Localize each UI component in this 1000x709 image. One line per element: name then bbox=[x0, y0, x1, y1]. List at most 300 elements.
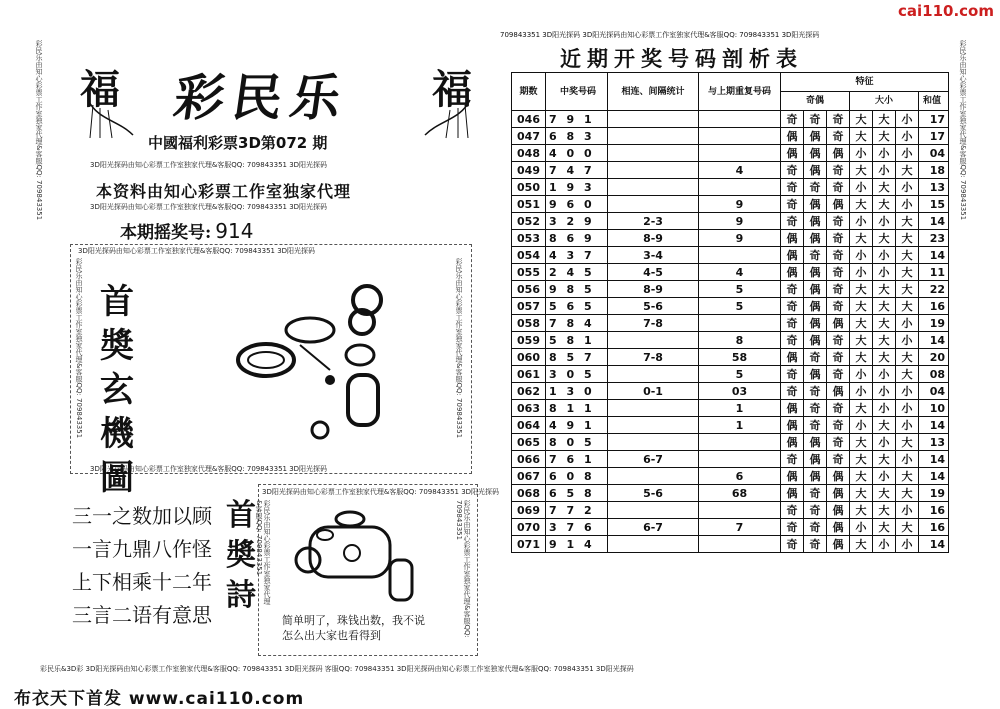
sum-cell: 14 bbox=[919, 247, 949, 264]
bigsmall-cell: 大 bbox=[873, 196, 896, 213]
bigsmall-cell: 小 bbox=[896, 383, 919, 400]
main-title: 彩民乐 bbox=[170, 68, 353, 127]
table-row bbox=[512, 145, 949, 162]
bigsmall-cell: 大 bbox=[873, 332, 896, 349]
oddeven-cell: 偶 bbox=[827, 485, 850, 502]
bigsmall-cell: 小 bbox=[896, 315, 919, 332]
period-cell: 069 bbox=[512, 502, 546, 519]
oddeven-cell: 奇 bbox=[781, 196, 804, 213]
table-row bbox=[512, 315, 949, 332]
oddeven-cell: 偶 bbox=[804, 366, 827, 383]
seq-cell bbox=[608, 400, 699, 417]
oddeven-cell: 奇 bbox=[804, 179, 827, 196]
table-row bbox=[512, 128, 949, 145]
bigsmall-cell: 大 bbox=[850, 502, 873, 519]
bigsmall-cell: 小 bbox=[873, 213, 896, 230]
sum-cell: 10 bbox=[919, 400, 949, 417]
comment-line: 简单明了，珠钱出数，我不说 bbox=[282, 614, 425, 627]
poem-title-vertical: 首奬詩 bbox=[226, 498, 256, 613]
table-row bbox=[512, 485, 949, 502]
oddeven-cell: 偶 bbox=[781, 264, 804, 281]
period-cell: 050 bbox=[512, 179, 546, 196]
frame-top-text: 3D阳光探码由知心彩票工作室独家代理&客服QQ: 709843351 3D阳光探码 bbox=[78, 247, 316, 255]
oddeven-cell: 偶 bbox=[827, 519, 850, 536]
repeat-cell: 7 bbox=[699, 519, 781, 536]
oddeven-cell: 偶 bbox=[804, 162, 827, 179]
repeat-cell bbox=[699, 451, 781, 468]
number-cell: 8 6 9 bbox=[546, 230, 608, 247]
repeat-cell bbox=[699, 536, 781, 553]
oddeven-cell: 奇 bbox=[781, 162, 804, 179]
bigsmall-cell: 小 bbox=[896, 128, 919, 145]
oddeven-cell: 奇 bbox=[804, 383, 827, 400]
comment-line: 怎么出大家也看得到 bbox=[282, 629, 381, 642]
bigsmall-cell: 小 bbox=[850, 519, 873, 536]
poem-line: 三一之数加以顾 bbox=[72, 504, 212, 528]
period-cell: 057 bbox=[512, 298, 546, 315]
bigsmall-cell: 大 bbox=[873, 298, 896, 315]
oddeven-cell: 偶 bbox=[804, 451, 827, 468]
header-seq: 相连、间隔统计 bbox=[608, 73, 699, 111]
bottom-contact-strip: 彩民乐&3D彩 3D阳光探码由知心彩票工作室独家代理&客服QQ: 709843351 3D阳光探码 客服QQ: 709843351 3D阳光探码由知心彩票工作室独家代理&客服QQ: 709843351 3D阳光探码 bbox=[40, 665, 634, 673]
number-cell: 6 5 8 bbox=[546, 485, 608, 502]
number-cell: 4 0 0 bbox=[546, 145, 608, 162]
seq-cell bbox=[608, 417, 699, 434]
table-row bbox=[512, 298, 949, 315]
frame-left-text: 彩民乐由知心彩票工作室独家代理&客服QQ: 709843351 bbox=[75, 258, 83, 439]
number-cell: 6 0 8 bbox=[546, 468, 608, 485]
bigsmall-cell: 小 bbox=[873, 145, 896, 162]
bigsmall-cell: 小 bbox=[896, 145, 919, 162]
number-cell: 1 3 0 bbox=[546, 383, 608, 400]
period-cell: 055 bbox=[512, 264, 546, 281]
table-row bbox=[512, 247, 949, 264]
repeat-cell bbox=[699, 179, 781, 196]
oddeven-cell: 偶 bbox=[827, 145, 850, 162]
period-cell: 054 bbox=[512, 247, 546, 264]
bigsmall-cell: 大 bbox=[850, 315, 873, 332]
sum-cell: 14 bbox=[919, 468, 949, 485]
poem-block bbox=[72, 500, 212, 632]
oddeven-cell: 奇 bbox=[827, 213, 850, 230]
bigsmall-cell: 大 bbox=[896, 434, 919, 451]
sum-cell: 16 bbox=[919, 502, 949, 519]
oddeven-cell: 偶 bbox=[804, 468, 827, 485]
oddeven-cell: 奇 bbox=[827, 451, 850, 468]
repeat-cell: 6 bbox=[699, 468, 781, 485]
oddeven-cell: 偶 bbox=[827, 315, 850, 332]
oddeven-cell: 奇 bbox=[827, 162, 850, 179]
number-cell: 6 8 3 bbox=[546, 128, 608, 145]
left-side-text: 彩民乐由知心彩票工作室独家代理&客服QQ: 709843351 bbox=[35, 40, 43, 221]
repeat-cell: 1 bbox=[699, 417, 781, 434]
oddeven-cell: 偶 bbox=[804, 213, 827, 230]
repeat-cell: 58 bbox=[699, 349, 781, 366]
number-cell: 8 0 5 bbox=[546, 434, 608, 451]
oddeven-cell: 偶 bbox=[804, 264, 827, 281]
bigsmall-cell: 小 bbox=[850, 213, 873, 230]
repeat-cell: 9 bbox=[699, 213, 781, 230]
header-features: 特征 bbox=[781, 73, 949, 92]
oddeven-cell: 奇 bbox=[827, 281, 850, 298]
seq-cell: 7-8 bbox=[608, 349, 699, 366]
oddeven-cell: 奇 bbox=[804, 417, 827, 434]
oddeven-cell: 奇 bbox=[781, 111, 804, 128]
bigsmall-cell: 大 bbox=[873, 230, 896, 247]
oddeven-cell: 奇 bbox=[804, 349, 827, 366]
oddeven-cell: 偶 bbox=[781, 128, 804, 145]
period-cell: 058 bbox=[512, 315, 546, 332]
seq-cell: 0-1 bbox=[608, 383, 699, 400]
bigsmall-cell: 大 bbox=[896, 366, 919, 383]
period-cell: 047 bbox=[512, 128, 546, 145]
sum-cell: 14 bbox=[919, 332, 949, 349]
bigsmall-cell: 小 bbox=[896, 502, 919, 519]
repeat-cell: 9 bbox=[699, 230, 781, 247]
repeat-cell bbox=[699, 145, 781, 162]
oddeven-cell: 奇 bbox=[827, 247, 850, 264]
poem-line: 上下相乘十二年 bbox=[72, 570, 212, 594]
table-row bbox=[512, 230, 949, 247]
bigsmall-cell: 小 bbox=[850, 383, 873, 400]
oddeven-cell: 偶 bbox=[827, 383, 850, 400]
sum-cell: 19 bbox=[919, 315, 949, 332]
repeat-cell: 9 bbox=[699, 196, 781, 213]
bigsmall-cell: 大 bbox=[896, 247, 919, 264]
bigsmall-cell: 大 bbox=[850, 332, 873, 349]
poem-picture bbox=[290, 505, 440, 605]
draw-label: 本期摇奖号: bbox=[120, 223, 212, 243]
number-cell: 9 1 4 bbox=[546, 536, 608, 553]
bigsmall-cell: 大 bbox=[873, 315, 896, 332]
oddeven-cell: 奇 bbox=[781, 332, 804, 349]
oddeven-cell: 奇 bbox=[827, 417, 850, 434]
bigsmall-cell: 小 bbox=[873, 468, 896, 485]
sum-cell: 20 bbox=[919, 349, 949, 366]
repeat-cell bbox=[699, 111, 781, 128]
oddeven-cell: 偶 bbox=[804, 230, 827, 247]
agent-banner: 本资料由知心彩票工作室独家代理 bbox=[96, 182, 352, 201]
sum-cell: 14 bbox=[919, 417, 949, 434]
oddeven-cell: 奇 bbox=[827, 349, 850, 366]
bigsmall-cell: 大 bbox=[850, 434, 873, 451]
oddeven-cell: 奇 bbox=[781, 383, 804, 400]
seq-cell bbox=[608, 468, 699, 485]
bigsmall-cell: 小 bbox=[850, 145, 873, 162]
number-cell: 3 7 6 bbox=[546, 519, 608, 536]
number-cell: 9 6 0 bbox=[546, 196, 608, 213]
bigsmall-cell: 大 bbox=[896, 230, 919, 247]
seq-cell bbox=[608, 332, 699, 349]
bigsmall-cell: 小 bbox=[896, 179, 919, 196]
bigsmall-cell: 大 bbox=[896, 162, 919, 179]
seq-cell: 5-6 bbox=[608, 485, 699, 502]
oddeven-cell: 偶 bbox=[781, 247, 804, 264]
oddeven-cell: 奇 bbox=[804, 400, 827, 417]
header-oddeven: 奇偶 bbox=[781, 92, 850, 111]
oddeven-cell: 奇 bbox=[827, 264, 850, 281]
seq-cell: 3-4 bbox=[608, 247, 699, 264]
oddeven-cell: 偶 bbox=[804, 281, 827, 298]
bigsmall-cell: 大 bbox=[873, 111, 896, 128]
period-cell: 068 bbox=[512, 485, 546, 502]
bigsmall-cell: 大 bbox=[896, 281, 919, 298]
bigsmall-cell: 小 bbox=[896, 451, 919, 468]
bigsmall-cell: 大 bbox=[896, 468, 919, 485]
sum-cell: 16 bbox=[919, 519, 949, 536]
oddeven-cell: 偶 bbox=[804, 434, 827, 451]
oddeven-cell: 奇 bbox=[781, 213, 804, 230]
header-period: 期数 bbox=[512, 73, 546, 111]
oddeven-cell: 奇 bbox=[781, 451, 804, 468]
bigsmall-cell: 小 bbox=[850, 366, 873, 383]
oddeven-cell: 奇 bbox=[827, 230, 850, 247]
bigsmall-cell: 大 bbox=[873, 281, 896, 298]
oddeven-cell: 偶 bbox=[804, 332, 827, 349]
repeat-cell: 5 bbox=[699, 298, 781, 315]
table-row bbox=[512, 383, 949, 400]
seq-cell bbox=[608, 179, 699, 196]
bigsmall-cell: 大 bbox=[873, 485, 896, 502]
repeat-cell: 03 bbox=[699, 383, 781, 400]
seq-cell bbox=[608, 145, 699, 162]
contact-line-2: 3D阳光探码由知心彩票工作室独家代理&客服QQ: 709843351 3D阳光探码 bbox=[90, 203, 328, 211]
seq-cell bbox=[608, 502, 699, 519]
oddeven-cell: 偶 bbox=[804, 315, 827, 332]
analysis-table bbox=[511, 72, 949, 553]
bigsmall-cell: 小 bbox=[873, 536, 896, 553]
period-cell: 063 bbox=[512, 400, 546, 417]
contact-line-1: 3D阳光探码由知心彩票工作室独家代理&客服QQ: 709843351 3D阳光探码 bbox=[90, 161, 328, 169]
sum-cell: 14 bbox=[919, 213, 949, 230]
oddeven-cell: 奇 bbox=[827, 434, 850, 451]
seq-cell bbox=[608, 128, 699, 145]
bigsmall-cell: 小 bbox=[896, 196, 919, 213]
oddeven-cell: 偶 bbox=[781, 230, 804, 247]
bigsmall-cell: 大 bbox=[850, 468, 873, 485]
table-row bbox=[512, 400, 949, 417]
oddeven-cell: 偶 bbox=[804, 298, 827, 315]
table-row bbox=[512, 332, 949, 349]
number-cell: 3 2 9 bbox=[546, 213, 608, 230]
period-cell: 062 bbox=[512, 383, 546, 400]
table-row bbox=[512, 451, 949, 468]
number-cell: 1 9 3 bbox=[546, 179, 608, 196]
bigsmall-cell: 小 bbox=[850, 247, 873, 264]
oddeven-cell: 奇 bbox=[804, 519, 827, 536]
oddeven-cell: 奇 bbox=[827, 332, 850, 349]
period-cell: 064 bbox=[512, 417, 546, 434]
table-row bbox=[512, 264, 949, 281]
period-cell: 052 bbox=[512, 213, 546, 230]
bigsmall-cell: 大 bbox=[850, 349, 873, 366]
seq-cell: 2-3 bbox=[608, 213, 699, 230]
bigsmall-cell: 小 bbox=[873, 366, 896, 383]
number-cell: 5 6 5 bbox=[546, 298, 608, 315]
poem-frame-right-text: 彩民乐由知心彩票工作室独家代理&客服QQ: 709843351 bbox=[455, 500, 471, 638]
fu-character-left: 福 bbox=[80, 66, 120, 113]
frame-bottom-text: 3D阳光探码由知心彩票工作室独家代理&客服QQ: 709843351 3D阳光探码 bbox=[90, 465, 328, 473]
header-repeat: 与上期重复号码 bbox=[699, 73, 781, 111]
repeat-cell: 68 bbox=[699, 485, 781, 502]
oddeven-cell: 偶 bbox=[781, 417, 804, 434]
oddeven-cell: 奇 bbox=[827, 366, 850, 383]
oddeven-cell: 偶 bbox=[781, 400, 804, 417]
sum-cell: 16 bbox=[919, 298, 949, 315]
table-row bbox=[512, 468, 949, 485]
period-cell: 071 bbox=[512, 536, 546, 553]
bigsmall-cell: 大 bbox=[873, 502, 896, 519]
oddeven-cell: 奇 bbox=[804, 247, 827, 264]
bigsmall-cell: 小 bbox=[850, 179, 873, 196]
oddeven-cell: 奇 bbox=[781, 502, 804, 519]
sum-cell: 17 bbox=[919, 111, 949, 128]
bigsmall-cell: 小 bbox=[873, 434, 896, 451]
number-cell: 7 6 1 bbox=[546, 451, 608, 468]
repeat-cell: 8 bbox=[699, 332, 781, 349]
repeat-cell: 4 bbox=[699, 162, 781, 179]
period-cell: 053 bbox=[512, 230, 546, 247]
oddeven-cell: 偶 bbox=[781, 145, 804, 162]
period-cell: 051 bbox=[512, 196, 546, 213]
table-top-text: 709843351 3D阳光探码 3D阳光探码由知心彩票工作室独家代理&客服QQ: 709843351 3D阳光探码 bbox=[500, 31, 820, 39]
repeat-cell bbox=[699, 315, 781, 332]
oddeven-cell: 奇 bbox=[827, 298, 850, 315]
draw-number: 914 bbox=[215, 219, 254, 243]
sum-cell: 14 bbox=[919, 451, 949, 468]
table-row bbox=[512, 434, 949, 451]
footer-credit: 布衣天下首发 www.cai110.com bbox=[14, 689, 305, 709]
table-row bbox=[512, 519, 949, 536]
bigsmall-cell: 大 bbox=[850, 162, 873, 179]
bigsmall-cell: 大 bbox=[850, 485, 873, 502]
oddeven-cell: 偶 bbox=[781, 468, 804, 485]
sum-cell: 18 bbox=[919, 162, 949, 179]
bigsmall-cell: 小 bbox=[873, 383, 896, 400]
oddeven-cell: 奇 bbox=[781, 298, 804, 315]
seq-cell bbox=[608, 434, 699, 451]
repeat-cell bbox=[699, 128, 781, 145]
table-row bbox=[512, 162, 949, 179]
seq-cell: 6-7 bbox=[608, 519, 699, 536]
sum-cell: 19 bbox=[919, 485, 949, 502]
comment-text bbox=[282, 613, 425, 643]
bigsmall-cell: 大 bbox=[896, 298, 919, 315]
bigsmall-cell: 小 bbox=[873, 400, 896, 417]
header-sum: 和值 bbox=[919, 92, 949, 111]
bigsmall-cell: 大 bbox=[873, 451, 896, 468]
seq-cell: 6-7 bbox=[608, 451, 699, 468]
repeat-cell bbox=[699, 247, 781, 264]
puzzle-picture bbox=[230, 280, 400, 450]
oddeven-cell: 偶 bbox=[804, 128, 827, 145]
bigsmall-cell: 大 bbox=[873, 349, 896, 366]
repeat-cell: 4 bbox=[699, 264, 781, 281]
period-cell: 070 bbox=[512, 519, 546, 536]
number-cell: 7 9 1 bbox=[546, 111, 608, 128]
header-bigsmall: 大小 bbox=[850, 92, 919, 111]
table-title: 近期开奖号码剖析表 bbox=[560, 46, 803, 71]
sum-cell: 04 bbox=[919, 145, 949, 162]
puzzle-title-vertical: 首奬玄機圖 bbox=[100, 282, 134, 498]
sum-cell: 13 bbox=[919, 434, 949, 451]
oddeven-cell: 偶 bbox=[804, 196, 827, 213]
seq-cell: 8-9 bbox=[608, 230, 699, 247]
bigsmall-cell: 大 bbox=[896, 213, 919, 230]
seq-cell: 8-9 bbox=[608, 281, 699, 298]
sum-cell: 04 bbox=[919, 383, 949, 400]
bigsmall-cell: 大 bbox=[850, 128, 873, 145]
repeat-cell: 1 bbox=[699, 400, 781, 417]
bigsmall-cell: 小 bbox=[896, 536, 919, 553]
bigsmall-cell: 大 bbox=[850, 196, 873, 213]
seq-cell bbox=[608, 111, 699, 128]
oddeven-cell: 偶 bbox=[781, 485, 804, 502]
number-cell: 8 5 7 bbox=[546, 349, 608, 366]
header-number: 中奖号码 bbox=[546, 73, 608, 111]
poem-line: 三言二语有意思 bbox=[72, 603, 212, 627]
bigsmall-cell: 大 bbox=[896, 349, 919, 366]
poem-frame-top-text: 3D阳光探码由知心彩票工作室独家代理&客服QQ: 709843351 3D阳光探码 bbox=[262, 488, 500, 496]
table-row bbox=[512, 349, 949, 366]
table-row bbox=[512, 417, 949, 434]
repeat-cell bbox=[699, 434, 781, 451]
bigsmall-cell: 大 bbox=[850, 298, 873, 315]
oddeven-cell: 奇 bbox=[804, 485, 827, 502]
bigsmall-cell: 大 bbox=[850, 400, 873, 417]
sum-cell: 22 bbox=[919, 281, 949, 298]
oddeven-cell: 奇 bbox=[804, 502, 827, 519]
period-cell: 067 bbox=[512, 468, 546, 485]
bigsmall-cell: 大 bbox=[850, 536, 873, 553]
fu-tassel-right bbox=[420, 100, 480, 140]
fu-tassel-left bbox=[78, 100, 138, 140]
number-cell: 7 7 2 bbox=[546, 502, 608, 519]
bigsmall-cell: 大 bbox=[850, 451, 873, 468]
number-cell: 5 8 1 bbox=[546, 332, 608, 349]
oddeven-cell: 偶 bbox=[781, 434, 804, 451]
sum-cell: 23 bbox=[919, 230, 949, 247]
seq-cell: 7-8 bbox=[608, 315, 699, 332]
table-row bbox=[512, 196, 949, 213]
seq-cell bbox=[608, 196, 699, 213]
bigsmall-cell: 小 bbox=[873, 247, 896, 264]
number-cell: 7 4 7 bbox=[546, 162, 608, 179]
bigsmall-cell: 大 bbox=[850, 111, 873, 128]
bigsmall-cell: 大 bbox=[896, 264, 919, 281]
bigsmall-cell: 大 bbox=[896, 519, 919, 536]
number-cell: 8 1 1 bbox=[546, 400, 608, 417]
oddeven-cell: 奇 bbox=[804, 536, 827, 553]
number-cell: 4 3 7 bbox=[546, 247, 608, 264]
oddeven-cell: 奇 bbox=[827, 179, 850, 196]
number-cell: 9 8 5 bbox=[546, 281, 608, 298]
sum-cell: 15 bbox=[919, 196, 949, 213]
site-watermark: cai110.com bbox=[898, 2, 994, 20]
oddeven-cell: 偶 bbox=[804, 145, 827, 162]
poem-frame-left-text: 彩民乐由知心彩票工作室独家代理&客服QQ: 709843351 bbox=[255, 500, 271, 605]
sum-cell: 13 bbox=[919, 179, 949, 196]
bigsmall-cell: 小 bbox=[850, 264, 873, 281]
table-row bbox=[512, 536, 949, 553]
period-cell: 049 bbox=[512, 162, 546, 179]
table-row bbox=[512, 111, 949, 128]
table-row bbox=[512, 502, 949, 519]
oddeven-cell: 奇 bbox=[781, 281, 804, 298]
number-cell: 4 9 1 bbox=[546, 417, 608, 434]
bigsmall-cell: 小 bbox=[896, 417, 919, 434]
bigsmall-cell: 小 bbox=[850, 417, 873, 434]
